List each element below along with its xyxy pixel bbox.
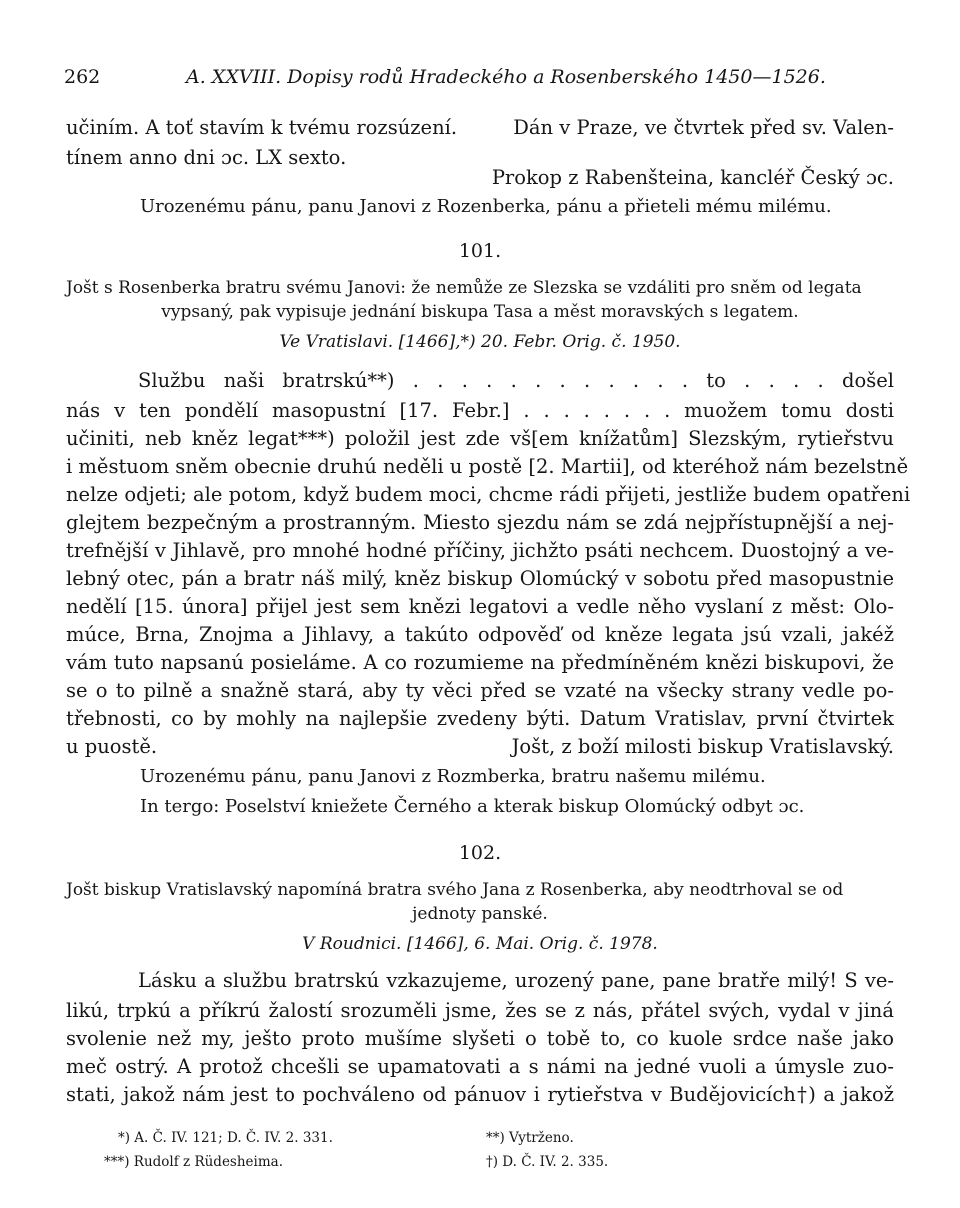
body-line: i městuom sněm obecnie druhú neděli u postě [2. Martii], od kteréhož nám bezelstně (66, 455, 909, 478)
body-line: vám tuto napsanú posieláme. A co rozumieme na předmíněném knězi biskupovi, že (66, 651, 894, 674)
footnote-3: ***) Rudolf z Rüdesheima. (104, 1154, 284, 1170)
prev-letter-signature: Prokop z Rabenšteina, kancléř Český ɔc. (491, 166, 894, 189)
body-line: lebný otec, pán a bratr náš milý, kněz biskup Olomúcký v sobotu před masopustnie (66, 567, 894, 590)
body-line: učiniti, neb kněz legat***) položil jest zde vš[em knížatům] Slezským, rytieřstvu (66, 427, 894, 450)
body-line: meč ostrý. A protož chcešli se upamatovati a s námi na jedné vuoli a úmysle zuo- (66, 1055, 894, 1078)
body-line: svolenie než my, ješto proto mušíme slyšeti o tobě to, co kuole srdce naše jako (66, 1027, 894, 1050)
body-line: likú, trpkú a příkrú žalostí srozuměli jsme, žes se z nás, přátel svých, vydal v jiná (66, 999, 894, 1022)
footnote-1: *) A. Č. IV. 121; D. Č. IV. 2. 331. (118, 1130, 333, 1146)
letter-101-source: Ve Vratislavi. [1466],*) 20. Febr. Orig. č. 1950. (279, 332, 681, 352)
footnote-4: †) D. Č. IV. 2. 335. (486, 1154, 609, 1170)
page-number: 262 (64, 66, 101, 88)
letter-101-summary-line1: Jošt s Rosenberka bratru svému Janovi: že nemůže ze Slezska se vzdáliti pro sněm od legata (66, 278, 862, 298)
letter-101-number: 101. (458, 240, 502, 262)
body-line: se o to pilně a snažně stará, aby ty věci před se vzaté na všecky strany vedle po- (66, 679, 894, 702)
prev-letter-line2: tínem anno dni ɔc. LX sexto. (66, 146, 347, 169)
body-line: múce, Brna, Znojma a Jihlavy, a takúto odpověď od kněze legata jsú vzali, jakéž (66, 623, 894, 646)
letter-101-in-tergo: In tergo: Poselství kniežete Černého a kterak biskup Olomúcký odbyt ɔc. (140, 796, 805, 817)
body-line: nás v ten pondělí masopustní [17. Febr.] . . . . . . . . muožem tomu dosti (66, 399, 894, 422)
letter-101-last-line: u puostě. (66, 735, 158, 758)
prev-letter-line1-right: Dán v Praze, ve čtvrtek před sv. Valen- (513, 116, 894, 139)
letter-102-source: V Roudnici. [1466], 6. Mai. Orig. č. 1978. (302, 934, 658, 954)
body-line: nedělí [15. února] přijel jest sem knězi legatovi a vedle něho vyslaní z měst: Olo- (66, 595, 894, 618)
body-line: trefnější v Jihlavě, pro mnohé hodné příčiny, jichžto psáti nechcem. Duostojný a ve- (66, 539, 894, 562)
letter-101-signature: Jošt, z boží milosti biskup Vratislavský. (511, 735, 894, 758)
letter-101-summary-line2: vypsaný, pak vypisuje jednání biskupa Tasa a měst moravských s legatem. (161, 302, 799, 322)
body-line: nelze odjeti; ale potom, když budem moci, chcme rádi přijeti, jestliže budem opatřeni (66, 483, 911, 506)
letter-102-summary-line2: jednoty panské. (412, 904, 548, 924)
running-title: A. XXVIII. Dopisy rodů Hradeckého a Rosenberského 1450—1526. (186, 66, 826, 88)
footnote-2: **) Vytrženo. (486, 1130, 574, 1146)
letter-102-summary-line1: Jošt biskup Vratislavský napomíná bratra svého Jana z Rosenberka, aby neodtrhoval se od (66, 880, 844, 900)
body-line: třebnosti, co by mohly na najlepšie zvedeny býti. Datum Vratislav, první čtvirtek (66, 707, 894, 730)
body-line: stati, jakož nám jest to pochváleno od pánuov i rytieřstva v Budějovicích†) a jakož (66, 1083, 894, 1106)
body-line: Službu naši bratrskú**) . . . . . . . . . . . . to . . . . došel (138, 369, 894, 392)
prev-letter-line1-left: učiním. A toť stavím k tvému rozsúzení. (66, 116, 458, 139)
letter-102-number: 102. (458, 842, 502, 864)
prev-letter-address: Urozenému pánu, panu Janovi z Rozenberka, pánu a přieteli mému milému. (140, 196, 832, 217)
letter-101-address: Urozenému pánu, panu Janovi z Rozmberka, bratru našemu milému. (140, 766, 766, 787)
body-line: Lásku a službu bratrskú vzkazujeme, urozený pane, pane bratře milý! S ve- (138, 969, 894, 992)
body-line: glejtem bezpečným a prostranným. Miesto sjezdu nám se zdá nejpřístupnější a nej- (66, 511, 894, 534)
